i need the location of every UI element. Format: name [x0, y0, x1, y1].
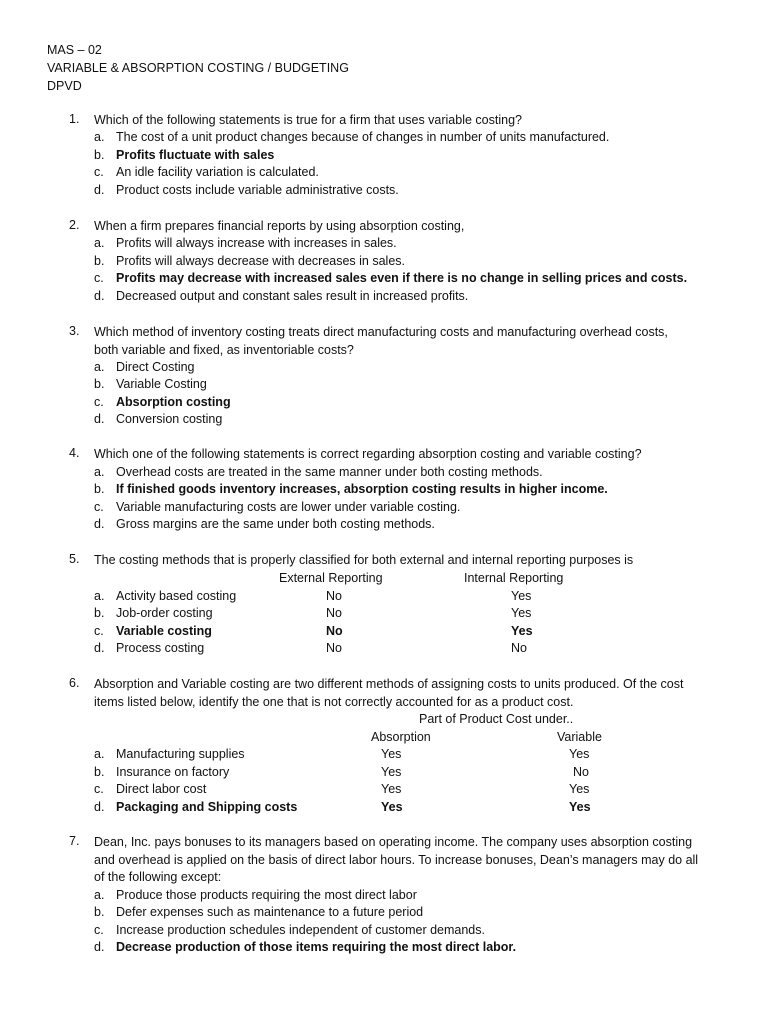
question-number: 5. — [69, 552, 80, 566]
internal-value: No — [511, 641, 527, 655]
option-5c — [0, 623, 768, 641]
column-header-absorption: Absorption — [371, 729, 431, 744]
option-1c — [0, 164, 768, 182]
column-group-header: Part of Product Cost under.. — [419, 712, 574, 726]
option-text: Decrease production of those items requiring the most direct labor. — [116, 940, 517, 954]
option-letter: a. — [94, 130, 105, 144]
option-6a — [0, 746, 768, 764]
option-text: Gross margins are the same under both costing methods. — [116, 517, 435, 531]
option-letter: c. — [94, 499, 104, 514]
column-header-variable: Variable — [557, 729, 602, 744]
option-6c — [0, 781, 768, 799]
option-4b — [0, 481, 768, 499]
internal-value: Yes — [511, 606, 532, 620]
question-number: 4. — [69, 446, 80, 460]
column-header-internal: Internal Reporting — [464, 571, 564, 585]
option-letter: a. — [94, 359, 105, 374]
option-text: Variable Costing — [116, 377, 207, 391]
option-letter: d. — [94, 940, 105, 954]
option-letter: b. — [94, 905, 105, 919]
option-letter: b. — [94, 377, 105, 391]
option-text: Activity based costing — [116, 588, 237, 603]
option-text: Profits fluctuate with sales — [116, 147, 275, 162]
option-letter: a. — [94, 887, 105, 902]
option-letter: a. — [94, 464, 105, 479]
option-letter: c. — [94, 922, 104, 937]
question-text: When a firm prepares financial reports by using absorption costing, — [94, 219, 465, 233]
option-letter: c. — [94, 165, 104, 179]
absorption-value: Yes — [381, 747, 402, 761]
external-value: No — [326, 623, 343, 638]
option-3c — [0, 394, 768, 412]
column-header-external: External Reporting — [279, 571, 383, 585]
option-letter: a. — [94, 588, 105, 603]
option-6d — [0, 799, 768, 817]
question-text-line-3: of the following except: — [94, 870, 222, 884]
question-number: 3. — [69, 324, 80, 338]
option-3d — [0, 411, 768, 429]
option-text: An idle facility variation is calculated. — [116, 165, 319, 179]
external-value: No — [326, 641, 342, 655]
option-7c — [0, 922, 768, 940]
author-initials: DPVD — [47, 79, 82, 93]
external-value: No — [326, 606, 342, 620]
option-text: Profits will always decrease with decreases in sales. — [116, 253, 406, 268]
option-letter: b. — [94, 606, 105, 620]
internal-value: Yes — [511, 588, 532, 603]
question-text-line-2: and overhead is applied on the basis of direct labor hours. To increase bonuses, Dean’s managers may do all — [94, 852, 699, 867]
question-text-line-2: both variable and fixed, as inventoriable costs? — [94, 342, 354, 357]
internal-value: Yes — [511, 623, 533, 638]
option-2b — [0, 253, 768, 271]
question-text-line-2: items listed below, identify the one that is not correctly accounted for as a product cost. — [94, 694, 574, 709]
option-text: Product costs include variable administrative costs. — [116, 182, 399, 197]
option-text: Insurance on factory — [116, 764, 230, 779]
option-text: Job-order costing — [116, 606, 213, 620]
option-7a — [0, 887, 768, 905]
option-letter: b. — [94, 253, 105, 268]
option-text: Conversion costing — [116, 412, 223, 426]
option-letter: d. — [94, 517, 105, 531]
question-number: 6. — [69, 676, 80, 690]
question-text-line-1: Dean, Inc. pays bonuses to its managers based on operating income. The company uses absorption costing — [94, 835, 693, 849]
question-number: 2. — [69, 218, 80, 232]
option-letter: d. — [94, 182, 105, 197]
option-text: Process costing — [116, 641, 205, 655]
option-2d — [0, 288, 768, 306]
absorption-value: Yes — [381, 799, 403, 814]
option-5d — [0, 640, 768, 658]
option-letter: a. — [94, 747, 105, 761]
option-text: Overhead costs are treated in the same manner under both costing methods. — [116, 464, 543, 479]
question-text-line-1: Which method of inventory costing treats direct manufacturing costs and manufacturing overhead costs, — [94, 325, 668, 339]
option-text: Variable costing — [116, 623, 212, 638]
external-value: No — [326, 588, 342, 603]
option-letter: c. — [94, 271, 104, 285]
option-text: If finished goods inventory increases, absorption costing results in higher income. — [116, 482, 608, 496]
document-title: VARIABLE & ABSORPTION COSTING / BUDGETING — [47, 61, 349, 75]
option-1b — [0, 147, 768, 165]
variable-value: Yes — [569, 747, 590, 761]
option-5a — [0, 588, 768, 606]
option-letter: b. — [94, 147, 105, 162]
option-text: Produce those products requiring the most direct labor — [116, 887, 417, 902]
option-2a — [0, 235, 768, 253]
option-letter: b. — [94, 482, 105, 496]
option-4a — [0, 464, 768, 482]
option-5b — [0, 605, 768, 623]
option-text: Variable manufacturing costs are lower under variable costing. — [116, 499, 461, 514]
option-text: Direct labor cost — [116, 782, 207, 796]
option-2c — [0, 270, 768, 288]
option-letter: c. — [94, 623, 104, 638]
option-text: Profits may decrease with increased sales even if there is no change in selling prices and costs. — [116, 271, 688, 285]
option-text: Increase production schedules independent of customer demands. — [116, 922, 485, 937]
option-letter: d. — [94, 412, 105, 426]
option-4d — [0, 516, 768, 534]
option-letter: c. — [94, 394, 104, 409]
question-text: Which one of the following statements is correct regarding absorption costing and variable costing? — [94, 447, 642, 461]
option-3a — [0, 359, 768, 377]
option-text: Packaging and Shipping costs — [116, 799, 298, 814]
absorption-value: Yes — [381, 782, 402, 796]
question-text-line-1: Absorption and Variable costing are two different methods of assigning costs to units produced. Of the cost — [94, 677, 684, 691]
option-text: Decreased output and constant sales result in increased profits. — [116, 288, 469, 303]
option-text: Manufacturing supplies — [116, 747, 245, 761]
option-4c — [0, 499, 768, 517]
question-text: The costing methods that is properly classified for both external and internal reporting purposes is — [94, 553, 634, 567]
question-number: 1. — [69, 112, 80, 126]
option-6b — [0, 764, 768, 782]
option-letter: b. — [94, 764, 105, 779]
option-letter: a. — [94, 236, 105, 250]
variable-value: Yes — [569, 799, 591, 814]
option-text: Direct Costing — [116, 359, 195, 374]
option-1a — [0, 129, 768, 147]
option-text: Absorption costing — [116, 394, 231, 409]
question-text: Which of the following statements is true for a firm that uses variable costing? — [94, 113, 522, 127]
option-text: Defer expenses such as maintenance to a future period — [116, 905, 424, 919]
option-letter: d. — [94, 641, 105, 655]
variable-value: Yes — [569, 782, 590, 796]
option-1d — [0, 182, 768, 200]
option-text: The cost of a unit product changes because of changes in number of units manufactured. — [116, 130, 610, 144]
option-3b — [0, 376, 768, 394]
course-code: MAS – 02 — [47, 43, 102, 57]
option-7b — [0, 904, 768, 922]
question-number: 7. — [69, 834, 80, 848]
variable-value: No — [573, 764, 589, 779]
option-letter: d. — [94, 799, 105, 814]
option-7d — [0, 939, 768, 957]
option-text: Profits will always increase with increases in sales. — [116, 236, 397, 250]
absorption-value: Yes — [381, 764, 402, 779]
option-letter: c. — [94, 782, 104, 796]
option-letter: d. — [94, 288, 105, 303]
